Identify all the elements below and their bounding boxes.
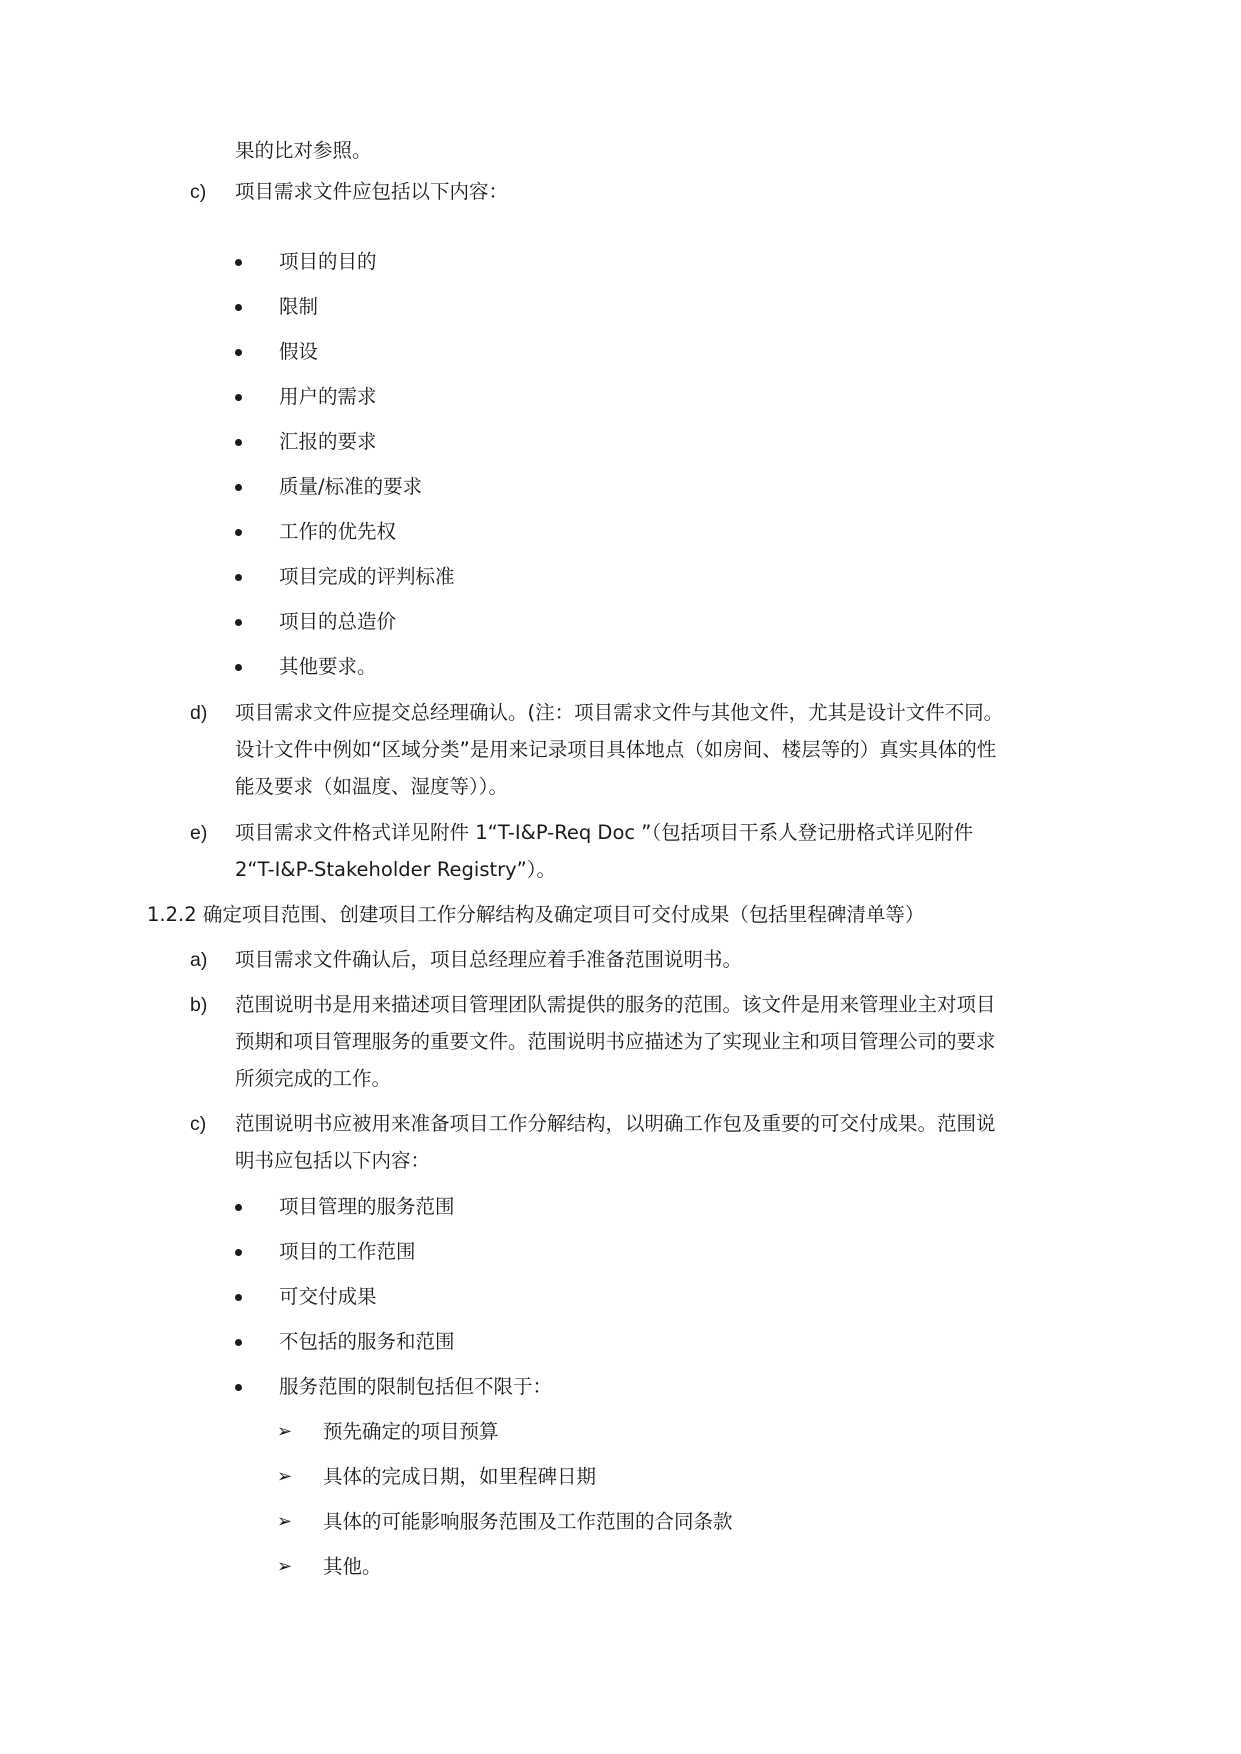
list-item: 假设	[279, 340, 319, 363]
list-item: 项目的工作范围	[279, 1240, 416, 1263]
bullet-dot	[235, 664, 242, 671]
item-a-marker: a)	[190, 949, 208, 971]
list-item: 项目管理的服务范围	[279, 1195, 455, 1218]
list-item: 项目完成的评判标准	[279, 565, 455, 588]
item-e-line: 项目需求文件格式详见附件 1“T-I&P-Req Doc ”（包括项目干系人登记册格式详见附件	[235, 821, 974, 844]
bullet-dot	[235, 394, 242, 401]
bullet-dot	[235, 349, 242, 356]
bullet-dot	[235, 529, 242, 536]
list-item: 质量/标准的要求	[279, 475, 423, 498]
item-c2-line: 明书应包括以下内容：	[235, 1149, 431, 1172]
arrow-bullet-icon: ➢	[277, 1466, 293, 1487]
arrow-bullet-icon: ➢	[277, 1511, 293, 1532]
list-item: 限制	[279, 295, 319, 318]
section-heading: 1.2.2 确定项目范围、创建项目工作分解结构及确定项目可交付成果（包括里程碑清单等）	[147, 903, 925, 926]
arrow-bullet-icon: ➢	[277, 1556, 293, 1577]
item-d-line: 项目需求文件应提交总经理确认。(注：项目需求文件与其他文件，尤其是设计文件不同。	[235, 701, 1004, 724]
list-item: 可交付成果	[279, 1285, 377, 1308]
item-d-line: 能及要求（如温度、湿度等））。	[235, 775, 509, 798]
bullet-dot	[235, 484, 242, 491]
bullet-dot	[235, 304, 242, 311]
list-item: 工作的优先权	[279, 520, 397, 543]
item-d-line: 设计文件中例如“区域分类”是用来记录项目具体地点（如房间、楼层等的）真实具体的性	[235, 738, 997, 761]
item-c2-line: 范围说明书应被用来准备项目工作分解结构，以明确工作包及重要的可交付成果。范围说	[235, 1112, 996, 1135]
bullet-dot	[235, 619, 242, 626]
list-item: 不包括的服务和范围	[279, 1330, 455, 1353]
item-c-text: 项目需求文件应包括以下内容：	[235, 180, 509, 203]
item-b-line: 预期和项目管理服务的重要文件。范围说明书应描述为了实现业主和项目管理公司的要求	[235, 1030, 996, 1053]
list-item: 项目的总造价	[279, 610, 397, 633]
bullet-dot	[235, 574, 242, 581]
item-e-marker: e)	[190, 822, 208, 844]
item-c-marker: c)	[190, 181, 207, 203]
bullet-dot	[235, 439, 242, 446]
item-b-line: 所须完成的工作。	[235, 1067, 392, 1090]
list-item: 服务范围的限制包括但不限于：	[279, 1375, 553, 1398]
list-item: 预先确定的项目预算	[323, 1420, 499, 1443]
item-b-line: 范围说明书是用来描述项目管理团队需提供的服务的范围。该文件是用来管理业主对项目	[235, 993, 996, 1016]
list-item: 项目的目的	[279, 250, 377, 273]
list-item: 汇报的要求	[279, 430, 377, 453]
bullet-dot	[235, 1384, 242, 1391]
bullet-dot	[235, 1294, 242, 1301]
list-item: 具体的可能影响服务范围及工作范围的合同条款	[323, 1510, 733, 1533]
list-item: 其他要求。	[279, 655, 377, 678]
bullet-dot	[235, 1249, 242, 1256]
bullet-dot	[235, 259, 242, 266]
item-d-marker: d)	[190, 702, 208, 724]
bullet-dot	[235, 1339, 242, 1346]
continuation-text: 果的比对参照。	[235, 139, 372, 162]
item-c2-marker: c)	[190, 1113, 207, 1135]
list-item: 其他。	[323, 1555, 382, 1578]
list-item: 具体的完成日期，如里程碑日期	[323, 1465, 597, 1488]
item-a-text: 项目需求文件确认后，项目总经理应着手准备范围说明书。	[235, 948, 743, 971]
list-item: 用户的需求	[279, 385, 377, 408]
bullet-dot	[235, 1204, 242, 1211]
item-b-marker: b)	[190, 994, 208, 1016]
arrow-bullet-icon: ➢	[277, 1421, 293, 1442]
item-e-line: 2“T-I&P-Stakeholder Registry”）。	[235, 858, 557, 881]
